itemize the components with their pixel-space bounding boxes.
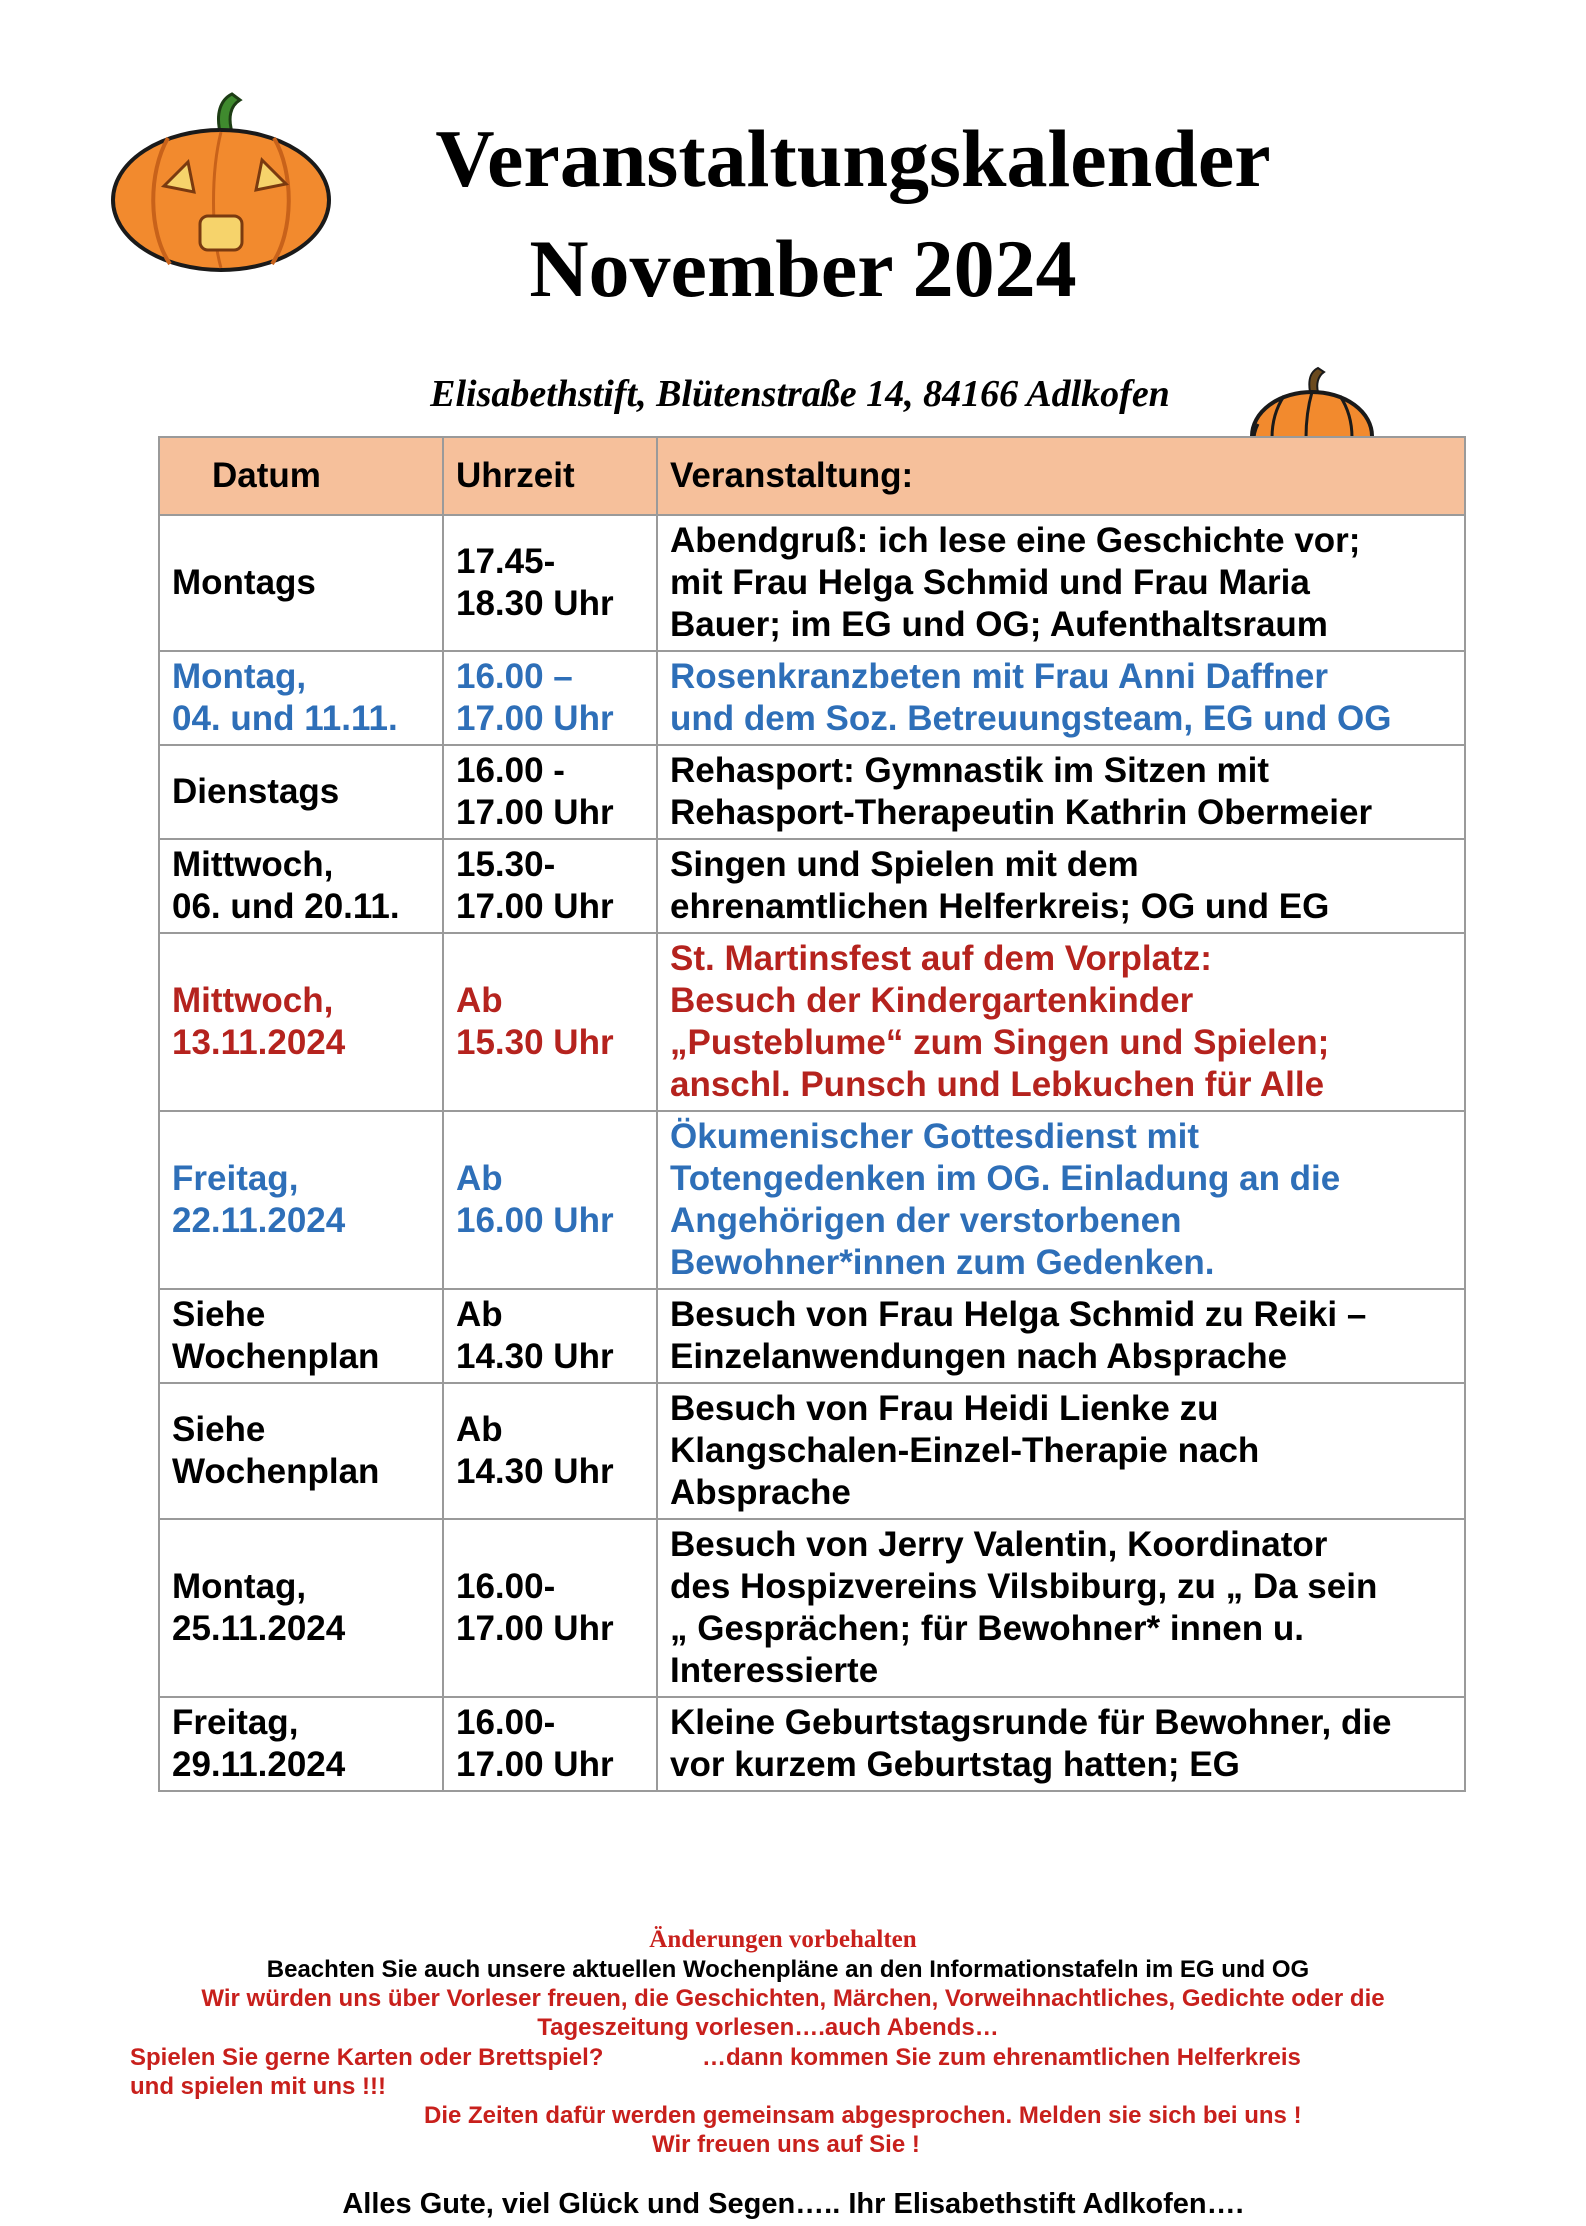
closing-text: Alles Gute, viel Glück und Segen….. Ihr Elisabethstift Adlkofen…. [342,2188,1244,2220]
cell-event-line: Besuch von Frau Heidi Lienke zu [670,1389,1219,1428]
times-text-2: Wir freuen uns auf Sie ! [652,2131,920,2158]
cell-event [657,1383,1465,1519]
cell-event-line: Angehörigen der verstorbenen [670,1201,1182,1240]
notice-text: Beachten Sie auch unsere aktuellen Wochenpläne an den Informationstafeln im EG und OG [266,1956,1310,1983]
cell-event [657,515,1465,651]
cell-date [159,1519,443,1697]
cell-time [443,1111,657,1289]
cell-event-line: ehrenamtlichen Helferkreis; OG und EG [670,887,1330,926]
cell-date-line: Siehe [172,1295,266,1334]
cell-date-line: 13.11.2024 [172,1023,346,1062]
cards-text-1b: …dann kommen Sie zum ehrenamtlichen Helferkreis [702,2044,1301,2071]
cell-event [657,745,1465,839]
cell-date-line: Dienstags [172,772,340,811]
cell-time-line: 14.30 Uhr [456,1337,614,1376]
cell-date [159,515,443,651]
cell-date [159,933,443,1111]
times-text-1: Die Zeiten dafür werden gemeinsam abgesprochen. Melden sie sich bei uns ! [424,2102,1302,2129]
table-row [159,839,1465,933]
cell-date-line: Mittwoch, [172,981,334,1020]
cell-date-line: 29.11.2024 [172,1745,346,1784]
table-header-row [159,437,1465,515]
cell-time-line: 17.00 Uhr [456,699,614,738]
cell-date-line: 06. und 20.11. [172,887,400,926]
cell-event-line: „ Gesprächen; für Bewohner* innen u. [670,1609,1304,1648]
cell-event-line: Totengedenken im OG. Einladung an die [670,1159,1341,1198]
cell-time-line: 16.00- [456,1703,556,1742]
cell-event-line: Rosenkranzbeten mit Frau Anni Daffner [670,657,1328,696]
table-row [159,1519,1465,1697]
cell-time [443,1383,657,1519]
header-event: Veranstaltung: [657,437,1465,515]
cell-date [159,839,443,933]
cell-time-line: 17.45- [456,542,556,581]
cell-time [443,1519,657,1697]
cell-event-line: Bewohner*innen zum Gedenken. [670,1243,1215,1282]
cell-date-line: 25.11.2024 [172,1609,346,1648]
cell-event-line: des Hospizvereins Vilsbiburg, zu „ Da sein [670,1567,1378,1606]
cell-date-line: Siehe [172,1410,266,1449]
cell-time-line: 18.30 Uhr [456,584,614,623]
cell-time [443,1289,657,1383]
cell-time-line: 17.00 Uhr [456,1745,614,1784]
cell-event-line: Klangschalen-Einzel-Therapie nach [670,1431,1260,1470]
cell-event [657,1519,1465,1697]
cell-date [159,1111,443,1289]
cell-date [159,651,443,745]
table-row [159,515,1465,651]
table-row [159,745,1465,839]
cell-time-line: 16.00 - [456,751,565,790]
table-row [159,651,1465,745]
table-row [159,1289,1465,1383]
cell-event-line: Besuch von Frau Helga Schmid zu Reiki – [670,1295,1367,1334]
cell-date-line: Wochenplan [172,1337,380,1376]
cell-date [159,1697,443,1791]
cell-time-line: Ab [456,1159,503,1198]
readers-text-2: Tageszeitung vorlesen….auch Abends… [537,2014,999,2041]
cell-event-line: mit Frau Helga Schmid und Frau Maria [670,563,1310,602]
cell-date [159,1383,443,1519]
cell-event-line: Bauer; im EG und OG; Aufenthaltsraum [670,605,1328,644]
cell-time [443,515,657,651]
cell-time-line: 16.00 – [456,657,573,696]
cell-time [443,933,657,1111]
cell-event-line: anschl. Punsch und Lebkuchen für Alle [670,1065,1325,1104]
cards-text-2: und spielen mit uns !!! [130,2073,386,2100]
cell-time-line: 16.00- [456,1567,556,1606]
cell-date [159,1289,443,1383]
cell-event-line: Rehasport-Therapeutin Kathrin Obermeier [670,793,1373,832]
cell-time-line: 15.30 Uhr [456,1023,614,1062]
cell-event-line: Rehasport: Gymnastik im Sitzen mit [670,751,1270,790]
cell-event-line: Interessierte [670,1651,879,1690]
cell-date-line: Montags [172,563,316,602]
cell-date-line: Freitag, [172,1703,299,1742]
cell-event-line: Besuch der Kindergartenkinder [670,981,1194,1020]
cell-event [657,1289,1465,1383]
cell-time-line: Ab [456,1410,503,1449]
cell-time-line: Ab [456,981,503,1020]
readers-text-1: Wir würden uns über Vorleser freuen, die Geschichten, Märchen, Vorweihnachtliches, Gedichte oder die [201,1985,1385,2012]
cell-time [443,745,657,839]
header-time: Uhrzeit [443,437,657,515]
header-date: Datum [159,437,443,515]
cell-time [443,1697,657,1791]
cell-event-line: Besuch von Jerry Valentin, Koordinator [670,1525,1328,1564]
cell-time-line: 17.00 Uhr [456,1609,614,1648]
cell-date-line: 04. und 11.11. [172,699,398,738]
cell-date-line: Montag, [172,1567,307,1606]
cell-event [657,933,1465,1111]
cell-event-line: St. Martinsfest auf dem Vorplatz: [670,939,1212,978]
cell-event-line: Abendgruß: ich lese eine Geschichte vor; [670,521,1361,560]
table-row [159,933,1465,1111]
cell-event-line: „Pusteblume“ zum Singen und Spielen; [670,1023,1330,1062]
cell-event-line: Absprache [670,1473,851,1512]
address-line: Elisabethstift, Blütenstraße 14, 84166 Adlkofen [430,373,1170,415]
events-table [158,436,1466,1792]
cell-event-line: Einzelanwendungen nach Absprache [670,1337,1288,1376]
page-subtitle: November 2024 [529,223,1077,314]
cell-event [657,1697,1465,1791]
cell-time [443,651,657,745]
cell-event-line: Ökumenischer Gottesdienst mit [670,1117,1200,1156]
page-title: Veranstaltungskalender [435,113,1271,204]
cell-date [159,745,443,839]
cell-date-line: Montag, [172,657,307,696]
cell-date-line: Wochenplan [172,1452,380,1491]
cell-time-line: 15.30- [456,845,556,884]
cell-event [657,839,1465,933]
cell-time-line: 14.30 Uhr [456,1452,614,1491]
cell-time-line: 16.00 Uhr [456,1201,614,1240]
cards-text-1a: Spielen Sie gerne Karten oder Brettspiel? [130,2044,604,2071]
cell-event-line: und dem Soz. Betreuungsteam, EG und OG [670,699,1392,738]
cell-date-line: 22.11.2024 [172,1201,346,1240]
cell-event-line: vor kurzem Geburtstag hatten; EG [670,1745,1240,1784]
cell-time-line: 17.00 Uhr [456,887,614,926]
changes-note: Änderungen vorbehalten [649,1926,917,1953]
cell-time [443,839,657,933]
table-row [159,1383,1465,1519]
cell-event [657,1111,1465,1289]
table-row [159,1111,1465,1289]
cell-event-line: Singen und Spielen mit dem [670,845,1139,884]
cell-date-line: Mittwoch, [172,845,334,884]
cell-event [657,651,1465,745]
cell-time-line: 17.00 Uhr [456,793,614,832]
cell-time-line: Ab [456,1295,503,1334]
cell-event-line: Kleine Geburtstagsrunde für Bewohner, die [670,1703,1392,1742]
table-row [159,1697,1465,1791]
cell-date-line: Freitag, [172,1159,299,1198]
